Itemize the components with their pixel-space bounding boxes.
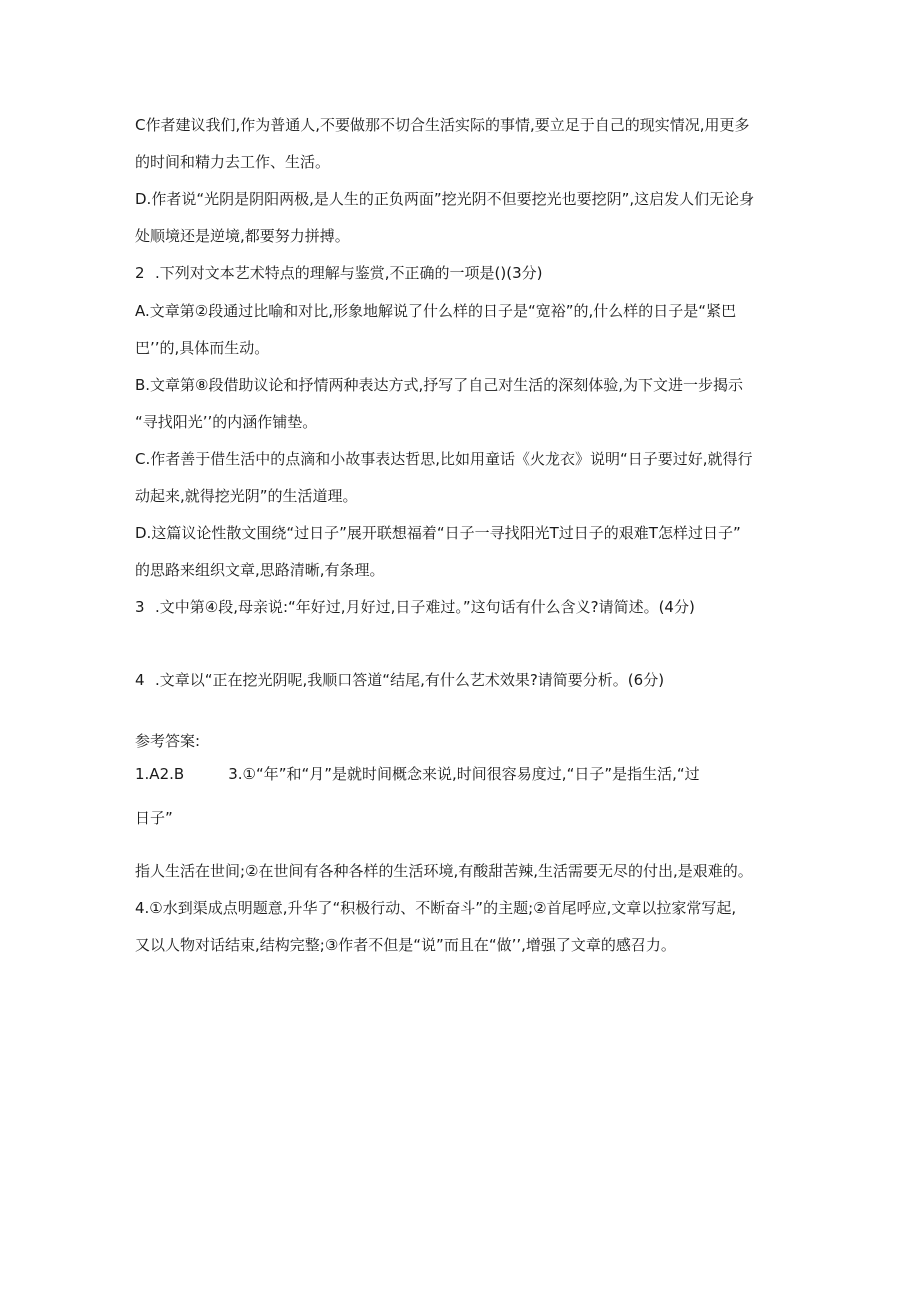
q2-option-b-line1: B.文章第⑧段借助议论和抒情两种表达方式,抒写了自己对生活的深刻体验,为下文进一步揭示 — [135, 376, 744, 394]
q1-option-c-line1: C作者建议我们,作为普通人,不要做那不切合生活实际的事情,要立足于自己的现实情况,用更多 — [135, 116, 750, 134]
answers-line2: 日子” — [135, 809, 173, 827]
q2-option-c-line2: 动起来,就得挖光阴”的生活道理。 — [135, 487, 358, 505]
question3-number: 3 — [135, 598, 145, 616]
question3-text: .文中第④段,母亲说:“年好过,月好过,日子难过。”这句话有什么含义?请简述。(4分) — [155, 598, 695, 616]
answers-line1 — [135, 764, 795, 784]
answers-line5: 又以人物对话结束,结构完整;③作者不但是“说”而且在“做’’,增强了文章的感召力。 — [135, 936, 676, 954]
answers-mc-keys: 1.A2.B — [135, 765, 185, 783]
q1-option-c-line2: 的时间和精力去工作、生活。 — [135, 153, 331, 171]
question2-stem — [135, 263, 795, 283]
question3 — [135, 597, 795, 617]
q2-option-c-line1: C.作者善于借生活中的点滴和小故事表达哲思,比如用童话《火龙衣》说明“日子要过好,就得行 — [135, 450, 753, 468]
answers-line4: 4.①水到渠成点明题意,升华了“积极行动、不断奋斗”的主题;②首尾呼应,文章以拉家常写起, — [135, 899, 737, 917]
question4-number: 4 — [135, 671, 145, 689]
question2-text: .下列对文本艺术特点的理解与鉴赏,不正确的一项是()(3分) — [155, 264, 543, 282]
answers-q3-start: 3.①“年”和“月”是就时间概念来说,时间很容易度过,“日子”是指生活,“过 — [228, 765, 700, 783]
q2-option-d-line2: 的思路来组织文章,思路清晰,有条理。 — [135, 561, 385, 579]
question4 — [135, 670, 795, 690]
answers-line3: 指人生活在世间;②在世间有各种各样的生活环境,有酸甜苦辣,生活需要无尽的付出,是艰难的。 — [135, 862, 753, 880]
q2-option-b-line2: “寻找阳光’’的内涵作铺垫。 — [135, 413, 318, 431]
q1-option-d-line2: 处顺境还是逆境,都要努力拼搏。 — [135, 227, 350, 245]
q2-option-a-line2: 巴’’的,具体而生动。 — [135, 339, 270, 357]
question2-number: 2 — [135, 264, 145, 282]
question4-text: .文章以“正在挖光阴呢,我顺口答道“结尾,有什么艺术效果?请简要分析。(6分) — [155, 671, 665, 689]
answers-heading: 参考答案: — [135, 732, 201, 750]
q2-option-d-line1: D.这篇议论性散文围绕“过日子”展开联想福着“日子一寻找阳光T过日子的艰难T怎样过日子” — [135, 524, 741, 542]
q1-option-d-line1: D.作者说“光阴是阴阳两极,是人生的正负两面”挖光阴不但要挖光也要挖阴”,这启发人们无论身 — [135, 190, 755, 208]
q2-option-a-line1: A.文章第②段通过比喻和对比,形象地解说了什么样的日子是“宽裕”的,什么样的日子是“紧巴 — [135, 302, 737, 320]
